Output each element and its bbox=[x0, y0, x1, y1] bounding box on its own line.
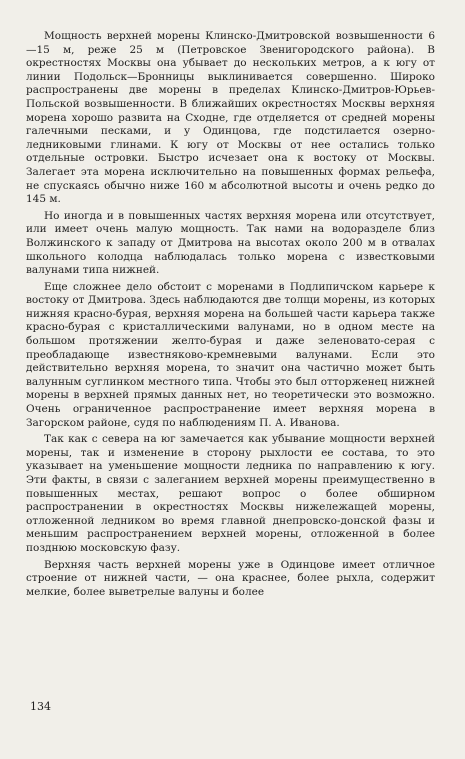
paragraph-2: Но иногда и в повышенных частях верхняя морена или отсутствует, или имеет очень малую мощность. Так нами на водоразделе близ Волжинского к западу от Дмитрова на высотах около 200 м в отвалах школьного колодца наблюдалась только морена с известковыми валунами типа нижней. bbox=[26, 209, 435, 277]
paragraph-5: Верхняя часть верхней морены уже в Одинцове имеет отличное строение от нижней части, — она краснее, более рыхла, содержит мелкие, более выветрелые валуны и более bbox=[26, 558, 435, 598]
paragraph-1: Мощность верхней морены Клинско-Дмитровской возвышенности 6—15 м, реже 25 м (Петровское Звенигородского района). В окрестностях Москвы она убывает до нескольких метров, а к югу от линии Подольск—Бронницы выклинивается совершенно. Широко распространены две морены в пределах Клинско-Дмитров-Юрьев-Польской возвышенности. В ближайших окрестностях Москвы верхняя морена хорошо развита на Сходне, где отделяется от средней морены галечными песками, и у Одинцова, где подстилается озерно-ледниковыми глинами. К югу от Москвы от нее остались только отдельные островки. Быстро исчезает она к востоку от Москвы. Залегает эта морена исключительно на повышенных формах рельефа, не спускаясь обычно ниже 160 м абсолютной высоты и очень редко до 145 м. bbox=[26, 30, 435, 206]
page-number: 134 bbox=[30, 700, 51, 713]
paragraph-4: Так как с севера на юг замечается как убывание мощности верхней морены, так и изменение в сторону рыхлости ее состава, то это указывает на уменьшение мощности ледника по направлению к югу. Эти факты, в связи с залеганием верхней морены преимущественно в повышенных местах, решают вопрос о более обширном распространении в окрестностях Москвы нижележащей морены, отложенной ледником во время главной днепровско-донской фазы и меньшим распространением верхней морены, отложенной в более позднюю московскую фазу. bbox=[26, 433, 435, 554]
paragraph-3: Еще сложнее дело обстоит с моренами в Подлипичском карьере к востоку от Дмитрова. Здесь наблюдаются две толщи морены, из которых нижняя красно-бурая, верхняя морена на большей части карьера также красно-бурая с кристаллическими валунами, но в одном месте на большом протяжении желто-бурая и даже зеленовато-серая с преобладающе известняково-кремневыми валунами. Если это действительно верхняя морена, то значит она частично может быть валунным суглинком местного типа. Чтобы это был отторженец нижней морены в верхней прямых данных нет, но теоретически это возможно. Очень ограниченное распространение имеет верхняя морена в Загорском районе, судя по наблюдениям П. А. Иванова. bbox=[26, 280, 435, 429]
